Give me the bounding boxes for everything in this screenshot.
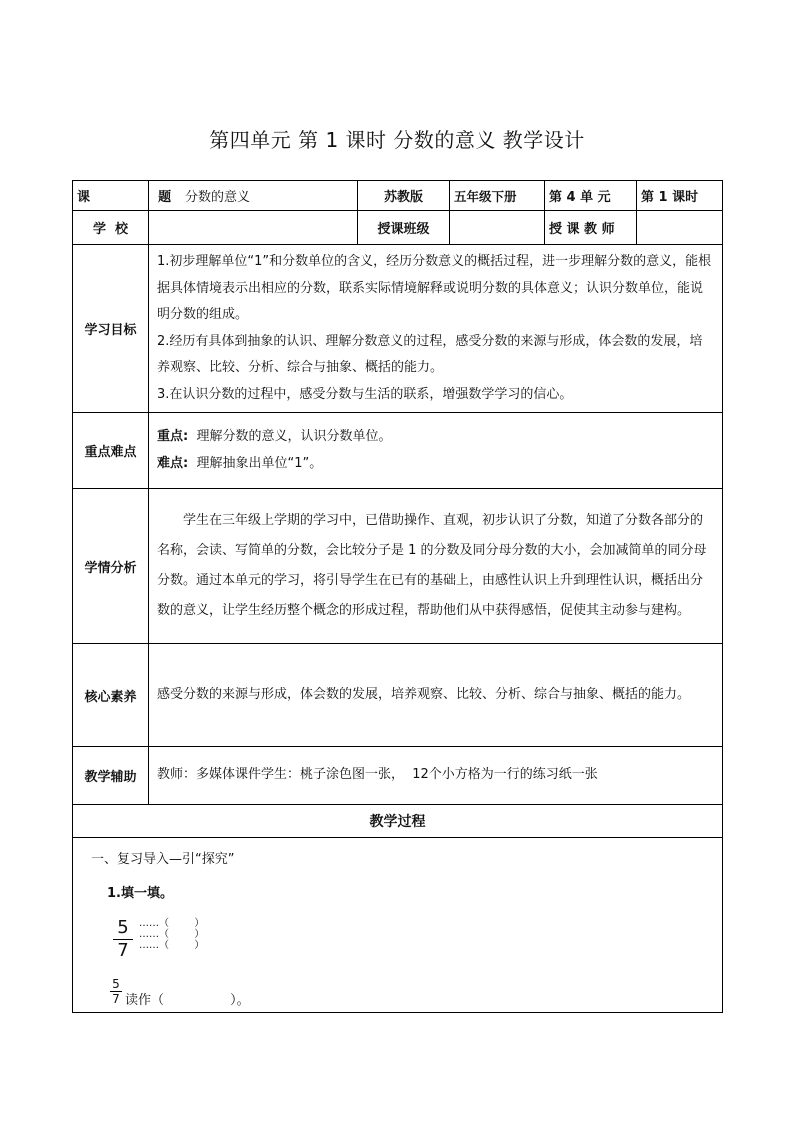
- row-aids: [73, 747, 723, 805]
- teacher-value: [637, 211, 723, 245]
- goal-item: 3.在认识分数的过程中，感受分数与生活的联系，增强数学学习的信心。: [157, 386, 573, 402]
- label-analysis: 学情分析: [73, 489, 149, 644]
- label-teacher: 授 课 教 师: [545, 211, 637, 245]
- label-goals: 学习目标: [73, 245, 149, 413]
- label-school: 学 校: [73, 211, 149, 245]
- fraction-numerator: 5: [112, 977, 120, 991]
- label-topic: 课 题: [73, 181, 149, 211]
- key-points-content: [149, 413, 723, 489]
- row-school: [73, 211, 723, 245]
- fill-blank-line: ……（ ）: [139, 929, 205, 940]
- fraction-small: [110, 978, 122, 1005]
- analysis-text: 学生在三年级上学期的学习中，已借助操作、直观，初步认识了分数，知道了分数各部分的名称，会读、写简单的分数，会比较分子是 1 的分数及同分母分数的大小，会加减简单的同分母分数。通过本单元的学习，将引导学生在已有的基础上，由感性认识上升到理性认识，概括出分数的意义，让学生经历整个概念的形成过程，帮助他们从中获得感悟，促使其主动参与建构。: [149, 489, 723, 644]
- label-literacy: 核心素养: [73, 644, 149, 747]
- row-process: [73, 838, 723, 1013]
- question-fill: 1.填一填。: [107, 886, 173, 901]
- difficulty-line: [157, 451, 714, 478]
- row-analysis: [73, 489, 723, 644]
- fraction-large: [113, 918, 133, 961]
- unit-value: 第 4 单 元: [545, 181, 637, 211]
- row-key-points: [73, 413, 723, 489]
- row-process-header: [73, 805, 723, 838]
- goals-content: [149, 245, 723, 413]
- section-review-intro: 一、复习导入—引“探究”: [91, 852, 235, 867]
- fill-blank-lines: [139, 918, 204, 951]
- fraction-denominator: 7: [112, 992, 120, 1006]
- read-as-blank: 读作（ ）。: [125, 993, 250, 1008]
- publisher-value: 苏教版: [358, 181, 450, 211]
- fraction-denominator: 7: [117, 940, 129, 961]
- process-header: 教学过程: [73, 805, 723, 838]
- focus-line: [157, 424, 714, 451]
- difficulty-text: 理解抽象出单位“1”。: [196, 455, 323, 471]
- fill-blank-line: ……（ ）: [139, 940, 205, 951]
- focus-label: 重点:: [157, 429, 189, 444]
- aids-text: 教师：多媒体课件学生：桃子涂色图一张， 12个小方格为一行的练习纸一张: [149, 747, 723, 805]
- row-goals: [73, 245, 723, 413]
- row-literacy: [73, 644, 723, 747]
- label-aids: 教学辅助: [73, 747, 149, 805]
- fill-blank-line: ……（ ）: [139, 918, 205, 929]
- difficulty-label: 难点:: [157, 455, 189, 471]
- literacy-text: 感受分数的来源与形成，体会数的发展，培养观察、比较、分析、综合与抽象、概括的能力。: [149, 644, 723, 747]
- focus-text: 理解分数的意义，认识分数单位。: [196, 429, 392, 444]
- label-class: 授课班级: [358, 211, 450, 245]
- goal-item: 1.初步理解单位“1”和分数单位的含义，经历分数意义的概括过程，进一步理解分数的意义，能根据具体情境表示出相应的分数，联系实际情境解释或说明分数的具体意义；认识分数单位，能说明分数的组成。: [157, 254, 712, 322]
- lesson-value: 第 1 课时: [637, 181, 723, 211]
- process-content: [73, 838, 723, 1013]
- goal-item: 2.经历有具体到抽象的认识、理解分数意义的过程，感受分数的来源与形成，体会数的发展，培养观察、比较、分析、综合与抽象、概括的能力。: [157, 333, 703, 375]
- fraction-numerator: 5: [117, 917, 129, 938]
- page-title: 第四单元 第 1 课时 分数的意义 教学设计: [209, 128, 585, 152]
- row-topic: [73, 181, 723, 211]
- school-value: [149, 211, 358, 245]
- class-value: [450, 211, 545, 245]
- grade-value: 五年级下册: [450, 181, 545, 211]
- lesson-plan-table: [72, 180, 723, 1013]
- label-key-points: 重点难点: [73, 413, 149, 489]
- topic-value: 分数的意义: [149, 181, 358, 211]
